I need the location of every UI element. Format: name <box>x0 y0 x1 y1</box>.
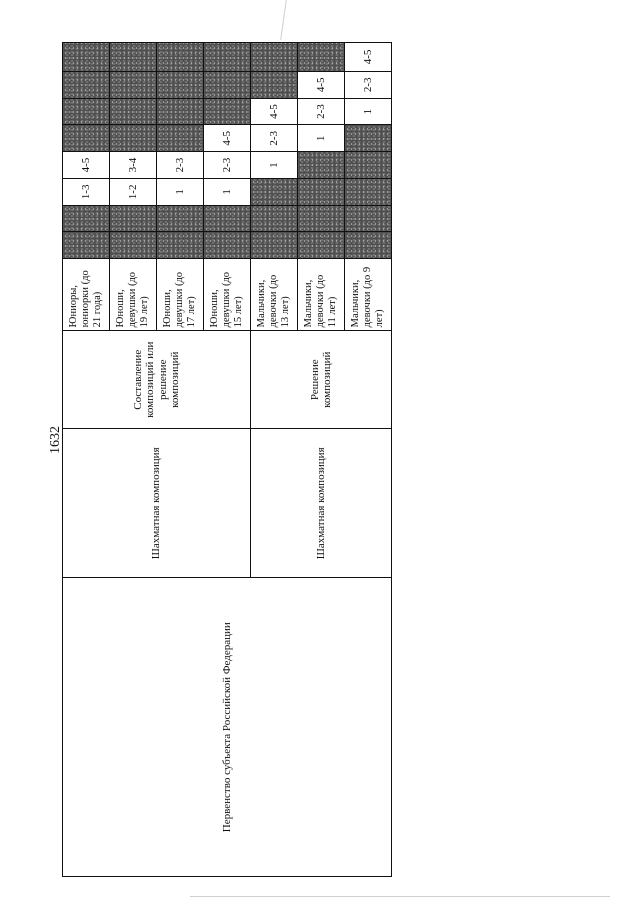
rank-cell: 1-3 <box>63 178 110 205</box>
blank-cell <box>157 71 204 98</box>
rank-cell: 4-5 <box>204 125 251 152</box>
blank-cell <box>345 152 392 179</box>
rank-cell: 1 <box>204 178 251 205</box>
blank-cell <box>63 232 110 259</box>
rank-cell: 2-3 <box>345 71 392 98</box>
rank-cell: 2-3 <box>204 152 251 179</box>
discipline-cell: Шахматная композиция <box>251 429 392 578</box>
blank-cell <box>110 43 157 72</box>
event-cell: Первенство субъекта Российской Федерации <box>63 578 392 877</box>
age-cell: Юниоры, юниорки (до 21 года) <box>63 259 110 331</box>
page-number: 1632 <box>48 426 63 454</box>
blank-cell <box>298 178 345 205</box>
rank-cell: 4-5 <box>63 152 110 179</box>
scan-artifact-line <box>280 0 287 40</box>
age-cell: Мальчики, девочки (до 11 лет) <box>298 259 345 331</box>
blank-cell <box>110 98 157 125</box>
blank-cell <box>204 232 251 259</box>
age-cell: Мальчики, девочки (до 13 лет) <box>251 259 298 331</box>
blank-cell <box>63 205 110 232</box>
blank-cell <box>251 43 298 72</box>
blank-cell <box>63 71 110 98</box>
blank-cell <box>157 43 204 72</box>
blank-cell <box>63 125 110 152</box>
rotated-table-container <box>62 42 392 877</box>
blank-cell <box>157 232 204 259</box>
scan-artifact-line <box>190 896 610 897</box>
blank-cell <box>204 205 251 232</box>
rank-cell: 2-3 <box>251 125 298 152</box>
rank-cell: 1 <box>157 178 204 205</box>
blank-cell <box>204 98 251 125</box>
blank-cell <box>298 43 345 72</box>
rank-cell: 4-5 <box>251 98 298 125</box>
age-cell: Юноши, девушки (до 15 лет) <box>204 259 251 331</box>
program-cell: Составление композиций или решение композиций <box>63 331 251 429</box>
rank-cell: 4-5 <box>298 71 345 98</box>
rank-cell: 2-3 <box>157 152 204 179</box>
program-cell: Решение композиций <box>251 331 392 429</box>
table-row <box>63 43 110 877</box>
blank-cell <box>157 125 204 152</box>
blank-cell <box>251 71 298 98</box>
blank-cell <box>63 98 110 125</box>
ranking-table <box>62 42 392 877</box>
blank-cell <box>345 232 392 259</box>
age-cell: Юноши, девушки (до 17 лет) <box>157 259 204 331</box>
rank-cell: 1 <box>298 125 345 152</box>
rank-cell: 1 <box>251 152 298 179</box>
age-cell: Мальчики, девочки (до 9 лет) <box>345 259 392 331</box>
blank-cell <box>157 205 204 232</box>
rank-cell: 3-4 <box>110 152 157 179</box>
blank-cell <box>110 71 157 98</box>
rank-cell: 2-3 <box>298 98 345 125</box>
blank-cell <box>110 125 157 152</box>
blank-cell <box>345 178 392 205</box>
blank-cell <box>345 125 392 152</box>
discipline-cell: Шахматная композиция <box>63 429 251 578</box>
blank-cell <box>298 232 345 259</box>
rank-cell: 4-5 <box>345 43 392 72</box>
blank-cell <box>345 205 392 232</box>
blank-cell <box>251 205 298 232</box>
blank-cell <box>298 205 345 232</box>
blank-cell <box>204 43 251 72</box>
blank-cell <box>298 152 345 179</box>
rank-cell: 1-2 <box>110 178 157 205</box>
blank-cell <box>204 71 251 98</box>
blank-cell <box>63 43 110 72</box>
blank-cell <box>251 178 298 205</box>
blank-cell <box>110 205 157 232</box>
age-cell: Юноши, девушки (до 19 лет) <box>110 259 157 331</box>
blank-cell <box>110 232 157 259</box>
rank-cell: 1 <box>345 98 392 125</box>
blank-cell <box>251 232 298 259</box>
blank-cell <box>157 98 204 125</box>
